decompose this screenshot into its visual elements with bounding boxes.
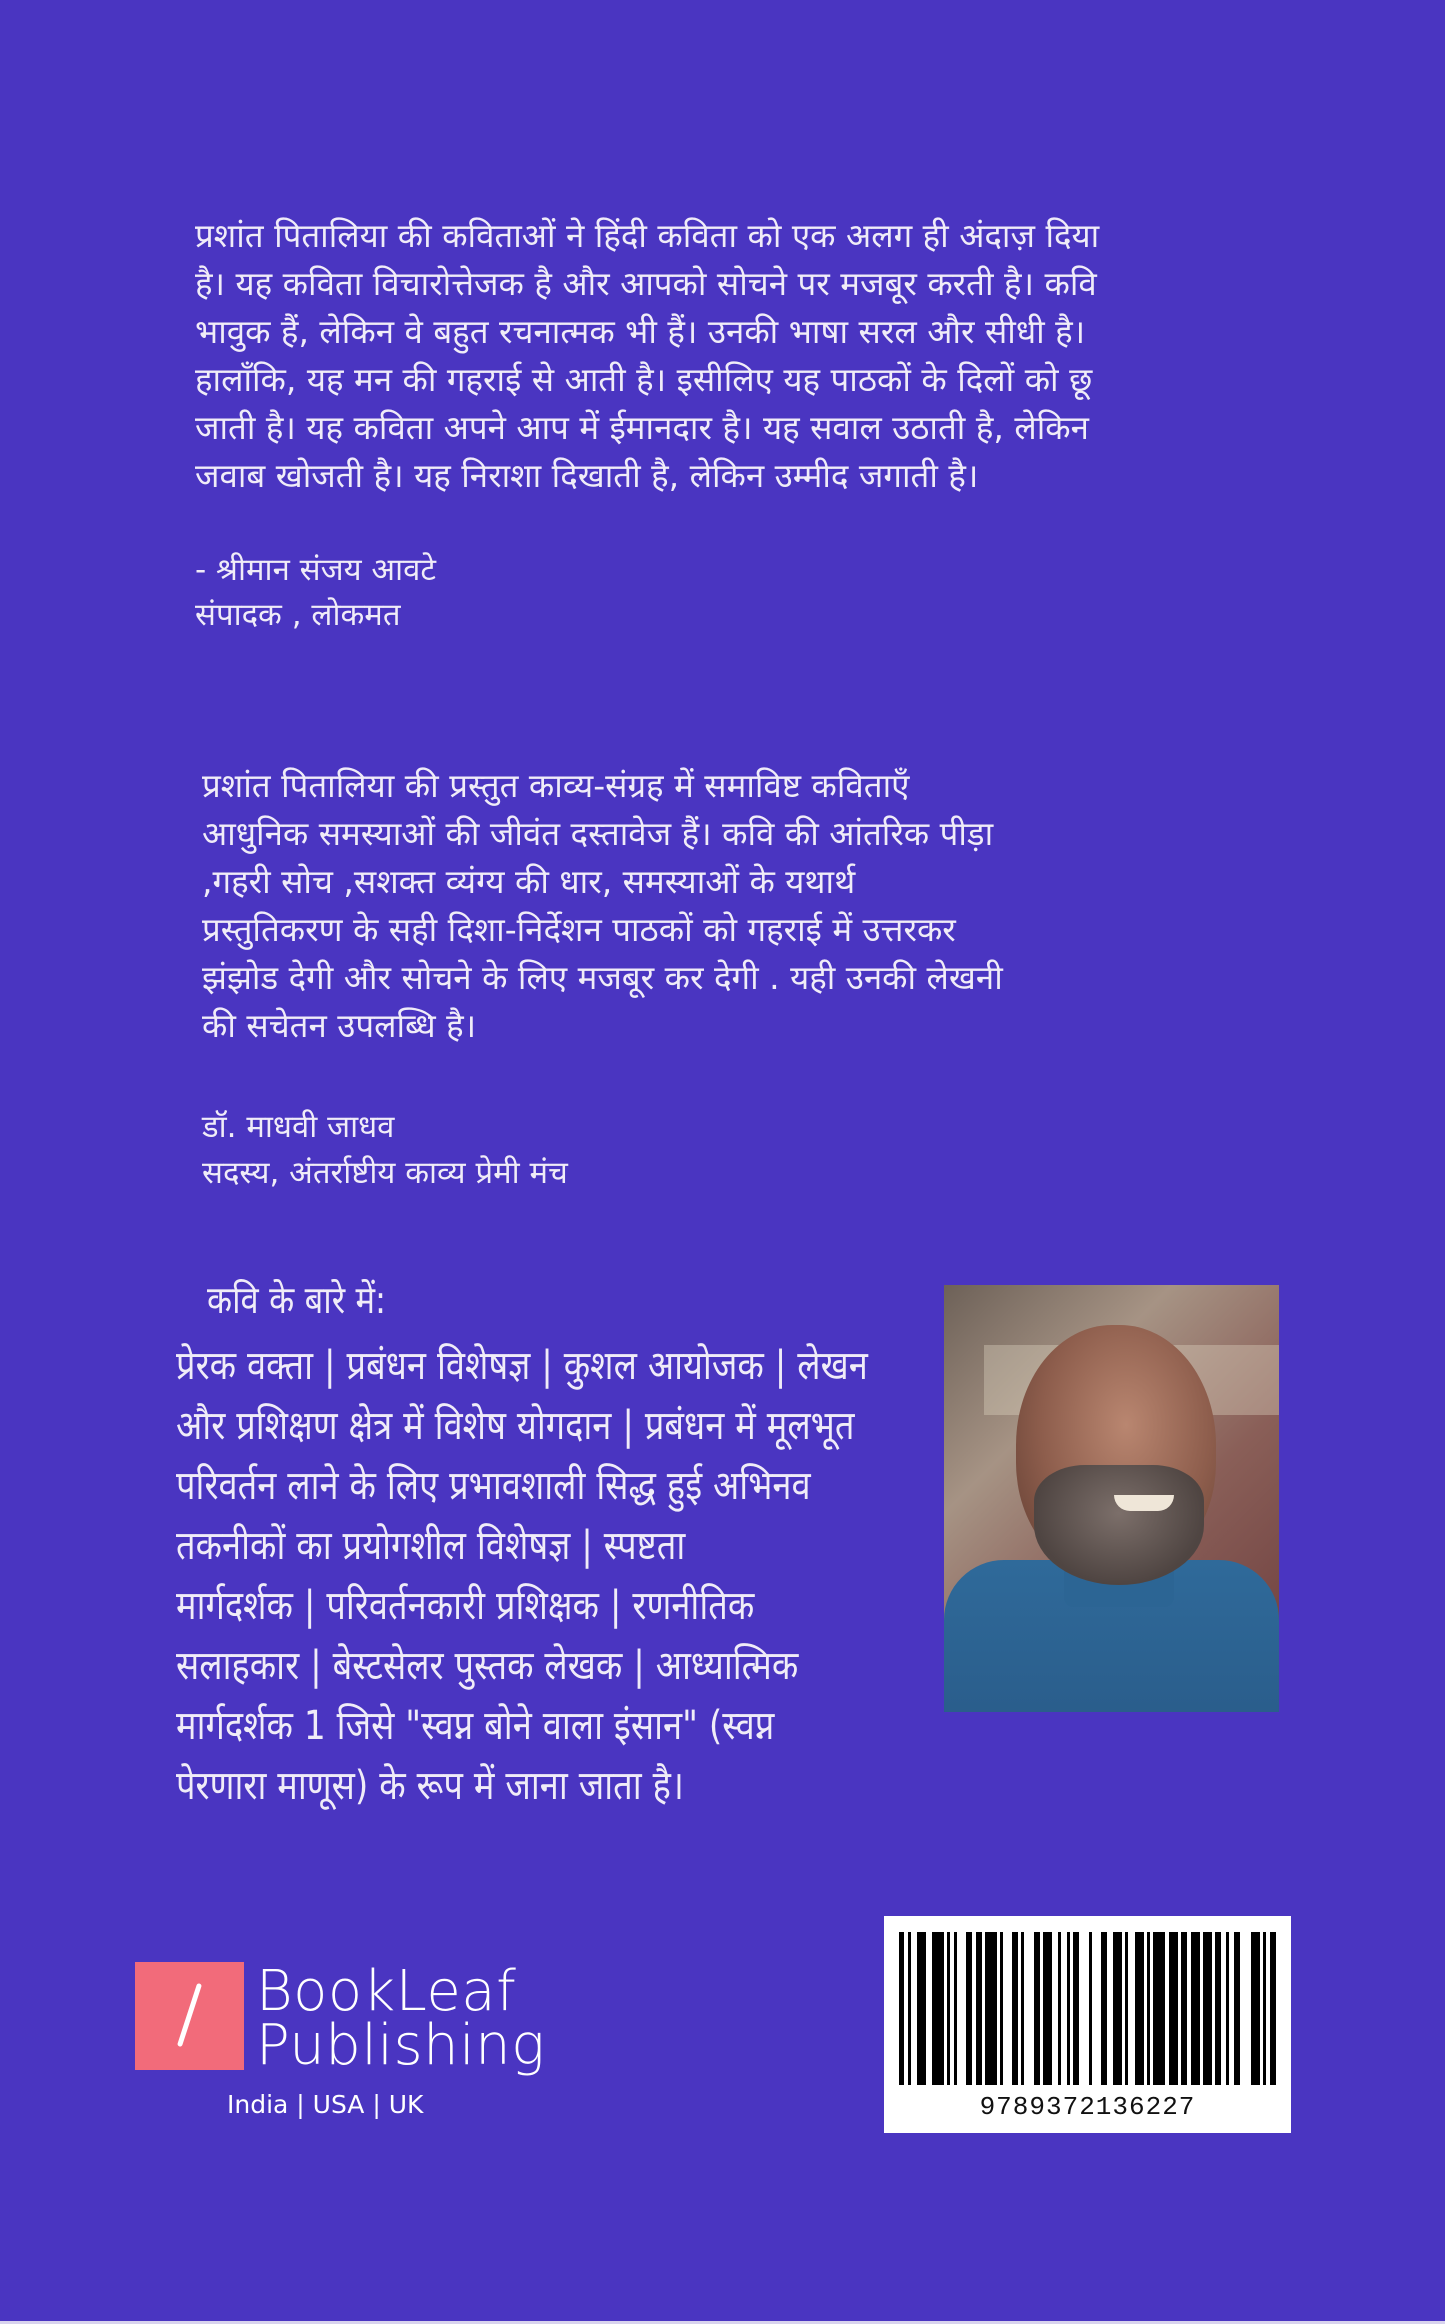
isbn-barcode (884, 1916, 1291, 2133)
logo-slash-icon (135, 1962, 244, 2070)
about-line: और प्रशिक्षण क्षेत्र में विशेष योगदान | प्रबंधन में मूलभूत (176, 1403, 855, 1449)
photo-smile (1114, 1495, 1174, 1511)
review-2-line: की सचेतन उपलब्धि है। (202, 1006, 477, 1045)
review-1-text (195, 212, 1099, 500)
publisher-name-line-2: Publishing (256, 2013, 546, 2078)
review-2-line: प्रस्तुतिकरण के सही दिशा-निर्देशन पाठकों को गहराई में उत्तरकर (202, 910, 956, 949)
review-1-line: जाती है। यह कविता अपने आप में ईमानदार है। यह सवाल उठाती है, लेकिन (195, 408, 1089, 447)
review-1-line: हालाँकि, यह मन की गहराई से आती है। इसीलिए यह पाठकों के दिलों को छू (195, 360, 1093, 399)
about-line: पेरणारा माणूस) के रूप में जाना जाता है। (176, 1763, 684, 1809)
review-1-line: है। यह कविता विचारोत्तेजक है और आपको सोचने पर मजबूर करती है। कवि (195, 264, 1097, 303)
about-line: मार्गदर्शक 1 जिसे "स्वप्न बोने वाला इंसान" (स्वप्न (176, 1703, 775, 1749)
review-2-line: आधुनिक समस्याओं की जीवंत दस्तावेज हैं। कवि की आंतरिक पीड़ा (202, 814, 994, 853)
review-2-author-role: सदस्य, अंतर्राष्टीय काव्य प्रेमी मंच (202, 1155, 568, 1191)
review-1-line: भावुक हैं, लेकिन वे बहुत रचनात्मक भी हैं। उनकी भाषा सरल और सीधी है। (195, 312, 1086, 351)
review-1-line: जवाब खोजती है। यह निराशा दिखाती है, लेकिन उम्मीद जगाती है। (195, 456, 979, 495)
about-line: मार्गदर्शक | परिवर्तनकारी प्रशिक्षक | रणनीतिक (176, 1583, 755, 1629)
review-2-author-name: डॉ. माधवी जाधव (202, 1109, 395, 1145)
publisher-name-line-1: BookLeaf (256, 1959, 517, 2024)
review-1-attribution (195, 548, 436, 638)
review-2-line: प्रशांत पितालिया की प्रस्तुत काव्य-संग्रह में समाविष्ट कविताएँ (202, 766, 910, 805)
about-body (176, 1336, 868, 1816)
review-2-attribution (202, 1104, 568, 1196)
about-heading (207, 1270, 386, 1330)
barcode-icon (899, 1932, 1276, 2085)
isbn-number: 9789372136227 (979, 2092, 1196, 2122)
slash-glyph (177, 1983, 202, 2047)
review-2-text (202, 762, 1003, 1050)
about-heading-text: कवि के बारे में: (207, 1278, 387, 1322)
review-1-line: प्रशांत पितालिया की कविताओं ने हिंदी कविता को एक अलग ही अंदाज़ दिया (195, 216, 1100, 255)
photo-beard (1034, 1465, 1204, 1585)
review-2-line: ,गहरी सोच ,सशक्त व्यंग्य की धार, समस्याओं के यथार्थ (202, 862, 856, 901)
about-line: प्रेरक वक्ता | प्रबंधन विशेषज्ञ | कुशल आयोजक | लेखन (176, 1343, 868, 1389)
review-1-author-role: संपादक , लोकमत (195, 597, 401, 633)
publisher-regions: India | USA | UK (227, 2090, 424, 2119)
about-line: परिवर्तन लाने के लिए प्रभावशाली सिद्ध हुई अभिनव (176, 1463, 811, 1509)
about-line: सलाहकार | बेस्टसेलर पुस्तक लेखक | आध्यात्मिक (176, 1643, 799, 1689)
author-photo (944, 1285, 1279, 1712)
about-line: तकनीकों का प्रयोगशील विशेषज्ञ | स्पष्टता (176, 1523, 686, 1569)
review-1-author-name: - श्रीमान संजय आवटे (195, 552, 436, 588)
review-2-line: झंझोड देगी और सोचने के लिए मजबूर कर देगी . यही उनकी लेखनी (202, 958, 1003, 997)
